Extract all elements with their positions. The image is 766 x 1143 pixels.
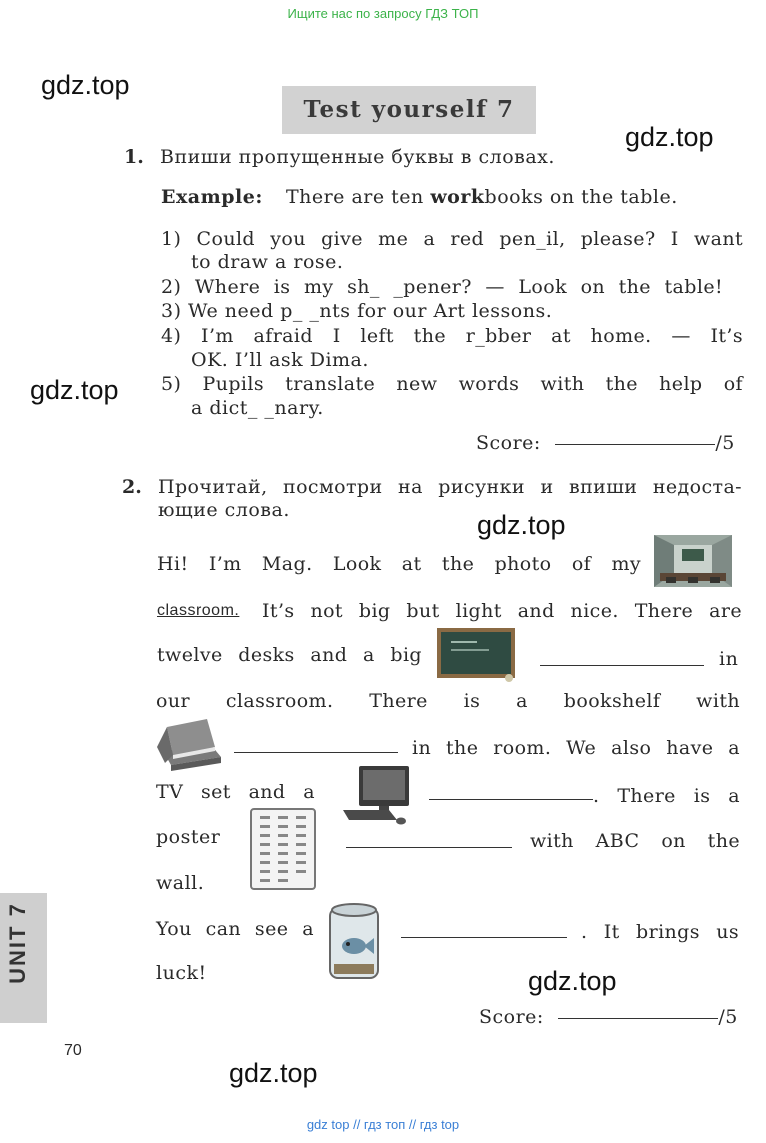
answer-blank-2[interactable] xyxy=(234,751,398,753)
example-bold: work xyxy=(430,186,485,208)
text-line-6b: . There is a xyxy=(593,785,740,807)
text-line-5: in the room. We also have a xyxy=(412,737,740,759)
text-line-1: Hi! I’m Mag. Look at the photo of my xyxy=(157,553,641,575)
watermark: gdz.top xyxy=(625,122,714,152)
text-line-6a: TV set and a xyxy=(156,781,315,803)
task-1-item-1-cont: to draw a rose. xyxy=(191,251,344,273)
computer-icon xyxy=(341,764,411,826)
page-number: 70 xyxy=(64,1042,82,1059)
task-1-item-4-cont: OK. I’ll ask Dima. xyxy=(191,349,369,371)
text-line-8: wall. xyxy=(156,872,205,894)
task-2-number: 2. xyxy=(122,476,142,498)
task-1-number: 1. xyxy=(124,146,144,168)
text-line-3b: in xyxy=(719,648,739,670)
abc-poster-icon xyxy=(250,808,316,890)
footer-links[interactable]: gdz top // гдз топ // гдз top xyxy=(306,1117,460,1132)
task-1-item-5: 5) Pupils translate new words with the help of xyxy=(161,373,743,395)
score-label: Score: xyxy=(479,1006,544,1028)
fish-jar-icon xyxy=(328,902,380,980)
answer-blank-5[interactable] xyxy=(401,936,567,938)
answer-blank-1[interactable] xyxy=(540,664,704,666)
score-max: /5 xyxy=(718,1006,738,1028)
task-1-item-2: 2) Where is my sh_ _pener? — Look on the table! xyxy=(161,276,723,298)
text-line-2a xyxy=(157,598,239,620)
example-label: Example: xyxy=(161,186,263,208)
task-1-item-3: 3) We need p_ _nts for our Art lessons. xyxy=(161,300,553,322)
score-label: Score: xyxy=(476,432,541,454)
books-icon xyxy=(157,717,223,771)
example-text: There are ten xyxy=(285,186,431,208)
score-max: /5 xyxy=(715,432,735,454)
page-title: Test yourself 7 xyxy=(303,96,515,123)
answer-classroom: classroom. xyxy=(157,602,240,619)
answer-blank-4[interactable] xyxy=(346,846,512,848)
watermark: gdz.top xyxy=(30,375,119,405)
text-line-7a: poster xyxy=(156,826,221,848)
task-1-item-1: 1) Could you give me a red pen_il, please? I want xyxy=(161,228,743,250)
text-line-4: our classroom. There is a bookshelf with xyxy=(156,690,740,712)
unit-label: UNIT 7 xyxy=(5,902,30,984)
task-1-example xyxy=(161,186,678,208)
task-1-instruction: Впиши пропущенные буквы в словах. xyxy=(160,146,555,168)
watermark: gdz.top xyxy=(41,70,130,100)
text-line-10: luck! xyxy=(156,962,207,984)
watermark: gdz.top xyxy=(477,510,566,540)
text-line-3a: twelve desks and a big xyxy=(157,644,422,666)
task-1-item-4: 4) I’m afraid I left the r_bber at home. — It’s xyxy=(161,325,743,347)
watermark: gdz.top xyxy=(528,966,617,996)
answer-blank-3[interactable] xyxy=(429,798,593,800)
classroom-photo-icon xyxy=(654,535,732,587)
watermark: gdz.top xyxy=(229,1058,318,1088)
example-text-end: books on the table. xyxy=(484,186,678,208)
text-line-7b: with ABC on the xyxy=(530,830,740,852)
task-2-instruction: Прочитай, посмотри на рисунки и впиши недоста- xyxy=(158,476,742,498)
task-2-instruction-cont: ющие слова. xyxy=(158,499,290,521)
text-line-9a: You can see a xyxy=(156,918,314,940)
text-line-9b: . It brings us xyxy=(581,921,739,943)
top-banner: Ищите нас по запросу ГДЗ ТОП xyxy=(287,6,479,21)
title-box xyxy=(282,86,536,134)
blackboard-icon xyxy=(437,628,517,683)
unit-tab xyxy=(0,893,47,1023)
text-line-2b: It’s not big but light and nice. There are xyxy=(262,600,742,622)
task-1-score xyxy=(476,432,735,454)
task-1-item-5-cont: a dict_ _nary. xyxy=(191,397,324,419)
score-blank[interactable] xyxy=(555,443,715,445)
task-2-score xyxy=(479,1006,738,1028)
score-blank[interactable] xyxy=(558,1017,718,1019)
